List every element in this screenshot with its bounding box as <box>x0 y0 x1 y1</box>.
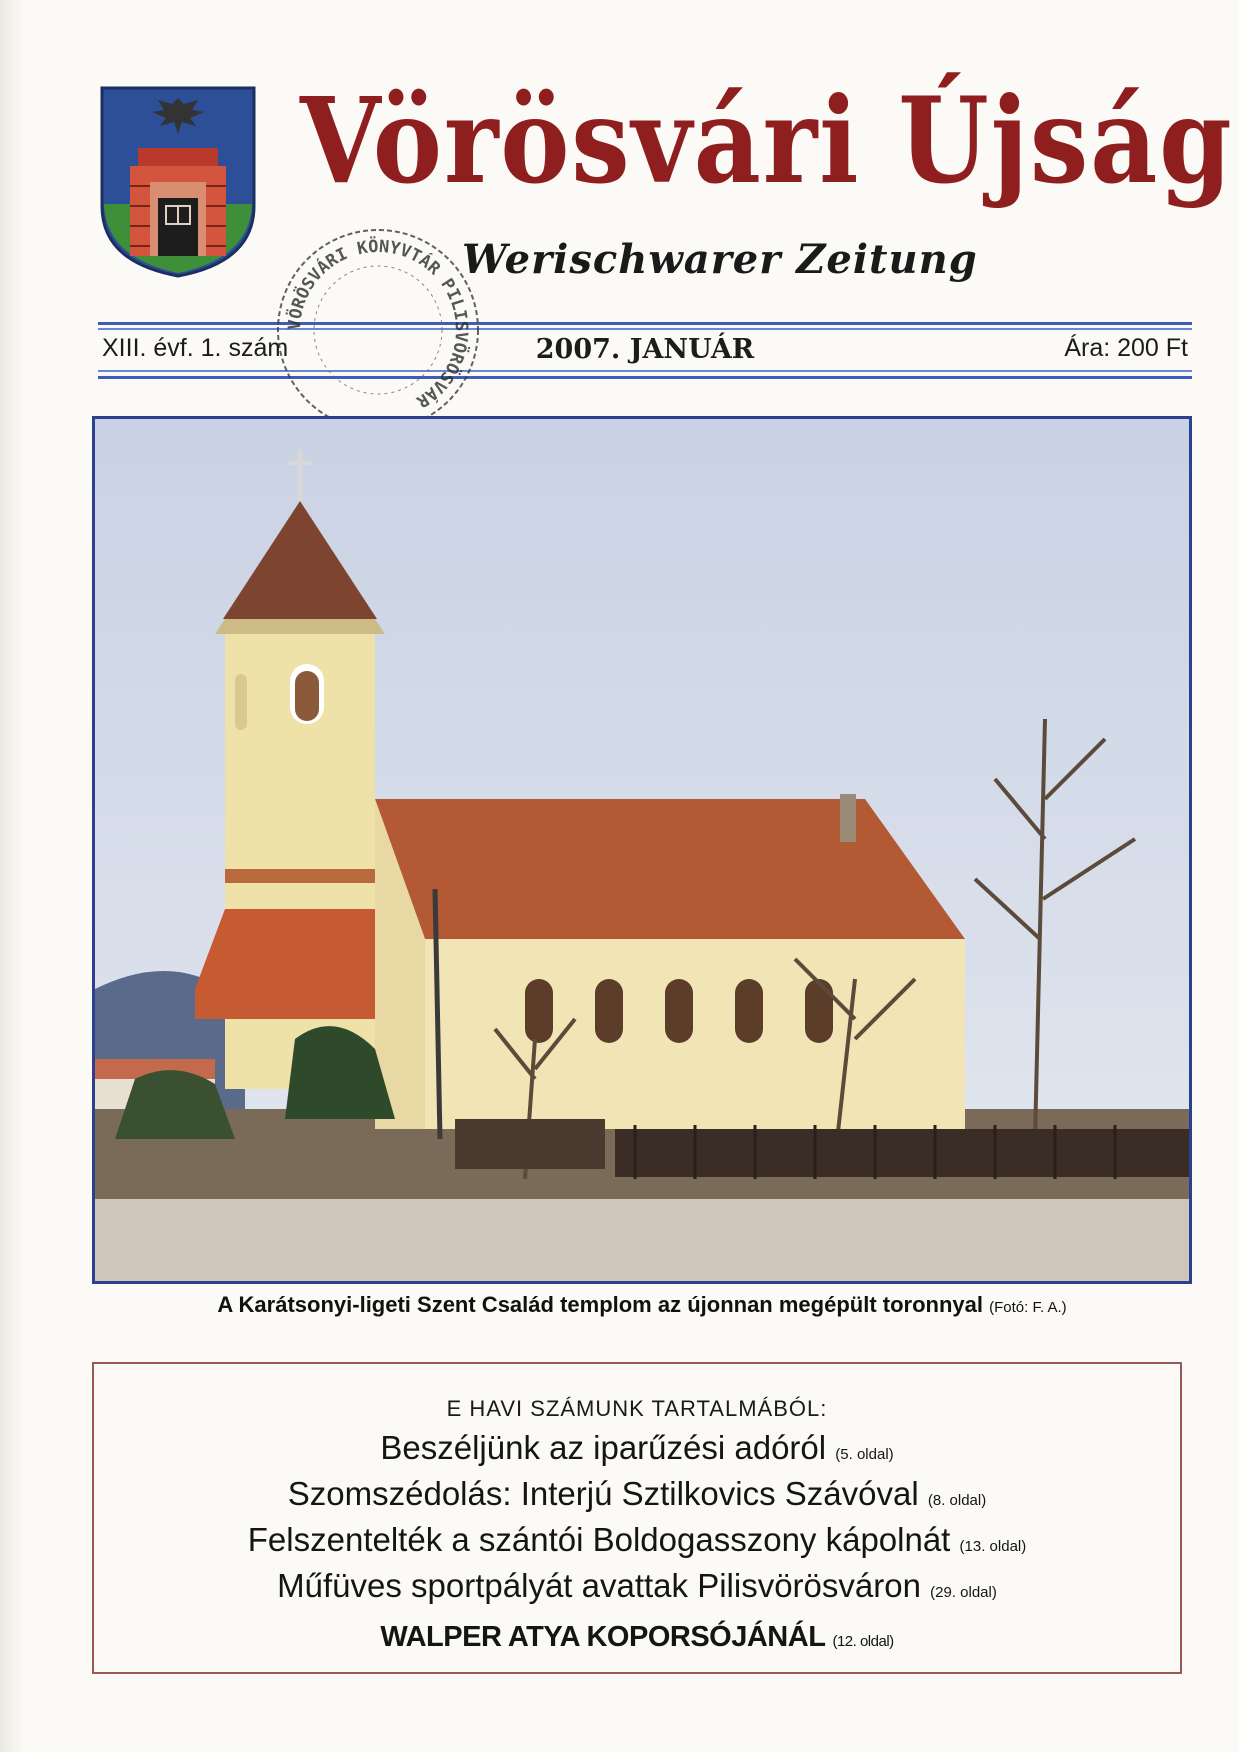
coat-of-arms-icon <box>100 86 256 278</box>
toc-list <box>94 1428 1180 1661</box>
cover-photo <box>92 416 1192 1284</box>
masthead-subtitle: Werischwarer Zeitung <box>462 236 978 283</box>
toc-item-page: (13. oldal) <box>959 1538 1027 1555</box>
toc-item-page: (29. oldal) <box>930 1584 997 1601</box>
issue-number: XIII. évf. 1. szám <box>102 334 289 362</box>
toc-item-title: Szomszédolás: Interjú Sztilkovics Szávóval <box>287 1475 919 1512</box>
caption-text: A Karátsonyi-ligeti Szent Család templom az újonnan megépült toronnyal <box>217 1292 983 1317</box>
toc-item-title: Felszentelték a szántói Boldogasszony kápolnát <box>247 1521 951 1558</box>
toc-item-featured <box>94 1618 1180 1661</box>
masthead-title: Vörösvári Újság <box>300 71 1234 210</box>
toc-item-page: (5. oldal) <box>835 1446 894 1463</box>
toc-item <box>94 1520 1180 1566</box>
toc-item <box>94 1428 1180 1474</box>
contents-heading: E HAVI SZÁMUNK TARTALMÁBÓL: <box>446 1396 828 1421</box>
toc-item <box>94 1474 1180 1520</box>
page-edge <box>0 0 24 1752</box>
toc-item-page: (8. oldal) <box>927 1492 987 1509</box>
toc-item <box>94 1566 1180 1612</box>
header-rule-bottom-thin <box>98 370 1192 372</box>
toc-item-title: Műfüves sportpályát avattak Pilisvörösváron <box>277 1567 921 1604</box>
issue-price: Ára: 200 Ft <box>1064 334 1188 362</box>
photo-credit: (Fotó: F. A.) <box>989 1299 1067 1316</box>
issue-date: 2007. JANUÁR <box>535 334 755 365</box>
toc-item-title: WALPER ATYA KOPORSÓJÁNÁL <box>380 1621 825 1653</box>
photo-caption <box>92 1292 1192 1318</box>
library-stamp-icon <box>272 224 484 436</box>
header-rule-bottom <box>98 376 1192 379</box>
toc-item-page: (12. oldal) <box>832 1633 894 1650</box>
stamp-text: VÖRÖSVÁRI KÖNYVTÁR PILISVÖRÖSVÁR <box>284 236 472 412</box>
contents-box <box>92 1362 1182 1674</box>
toc-item-title: Beszéljünk az iparűzési adóról <box>380 1429 827 1466</box>
header-rule-top-thin <box>98 328 1192 330</box>
header-rule-top <box>98 322 1192 325</box>
issue-info-bar <box>98 334 1192 368</box>
